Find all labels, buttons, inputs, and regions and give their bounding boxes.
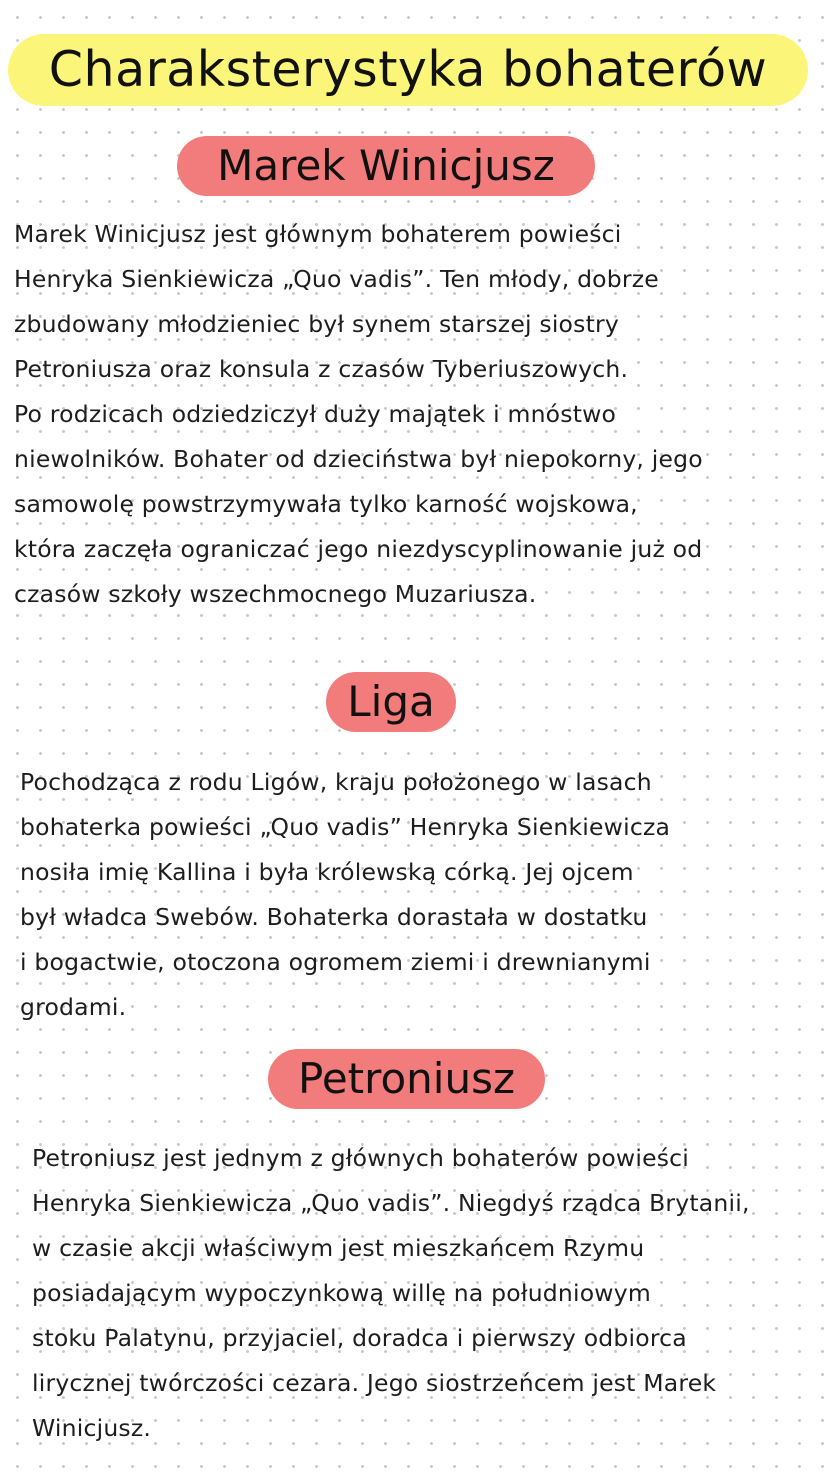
text-line: Petroniusza oraz konsula z czasów Tyberiuszowych. — [14, 355, 629, 383]
text-line: która zaczęła ograniczać jego niezdyscyplinowanie już od — [14, 535, 703, 563]
text-line: grodami. — [20, 993, 127, 1021]
text-line: był władca Swebów. Bohaterka dorastała w dostatku — [20, 903, 648, 931]
text-line: zbudowany młodzieniec był synem starszej siostry — [14, 310, 619, 338]
text-line: Henryka Sienkiewicza „Quo vadis”. Ten młody, dobrze — [14, 265, 659, 293]
text-line: samowolę powstrzymywała tylko karność wojskowa, — [14, 490, 638, 518]
text-line: posiadającym wypoczynkową willę na południowym — [32, 1279, 651, 1307]
heading-petroniusz: Petroniusz — [268, 1049, 545, 1109]
text-line: i bogactwie, otoczona ogromem ziemi i drewnianymi — [20, 948, 651, 976]
text-line: w czasie akcji właściwym jest mieszkańcem Rzymu — [32, 1234, 645, 1262]
text-line: stoku Palatynu, przyjaciel, doradca i pierwszy odbiorca — [32, 1324, 687, 1352]
text-line: bohaterka powieści „Quo vadis” Henryka Sienkiewicza — [20, 813, 671, 841]
heading-liga: Liga — [326, 672, 456, 732]
page-title: Charaksterystyka bohaterów — [8, 34, 808, 106]
text-line: Po rodzicach odziedziczył duży majątek i mnóstwo — [14, 400, 617, 428]
paragraph-marek-winicjusz — [14, 212, 703, 617]
paragraph-petroniusz — [32, 1136, 750, 1451]
paragraph-liga — [20, 760, 670, 1030]
heading-marek-winicjusz: Marek Winicjusz — [177, 136, 595, 196]
text-line: Winicjusz. — [32, 1414, 152, 1442]
text-line: Petroniusz jest jednym z głównych bohaterów powieści — [32, 1144, 690, 1172]
text-line: czasów szkoły wszechmocnego Muzariusza. — [14, 580, 537, 608]
text-line: lirycznej twórczości cezara. Jego siostrzeńcem jest Marek — [32, 1369, 717, 1397]
text-line: Henryka Sienkiewicza „Quo vadis”. Niegdyś rządca Brytanii, — [32, 1189, 750, 1217]
text-line: Pochodząca z rodu Ligów, kraju położonego w lasach — [20, 768, 652, 796]
text-line: nosiła imię Kallina i była królewską córką. Jej ojcem — [20, 858, 634, 886]
text-line: niewolników. Bohater od dzieciństwa był niepokorny, jego — [14, 445, 703, 473]
text-line: Marek Winicjusz jest głównym bohaterem powieści — [14, 220, 622, 248]
